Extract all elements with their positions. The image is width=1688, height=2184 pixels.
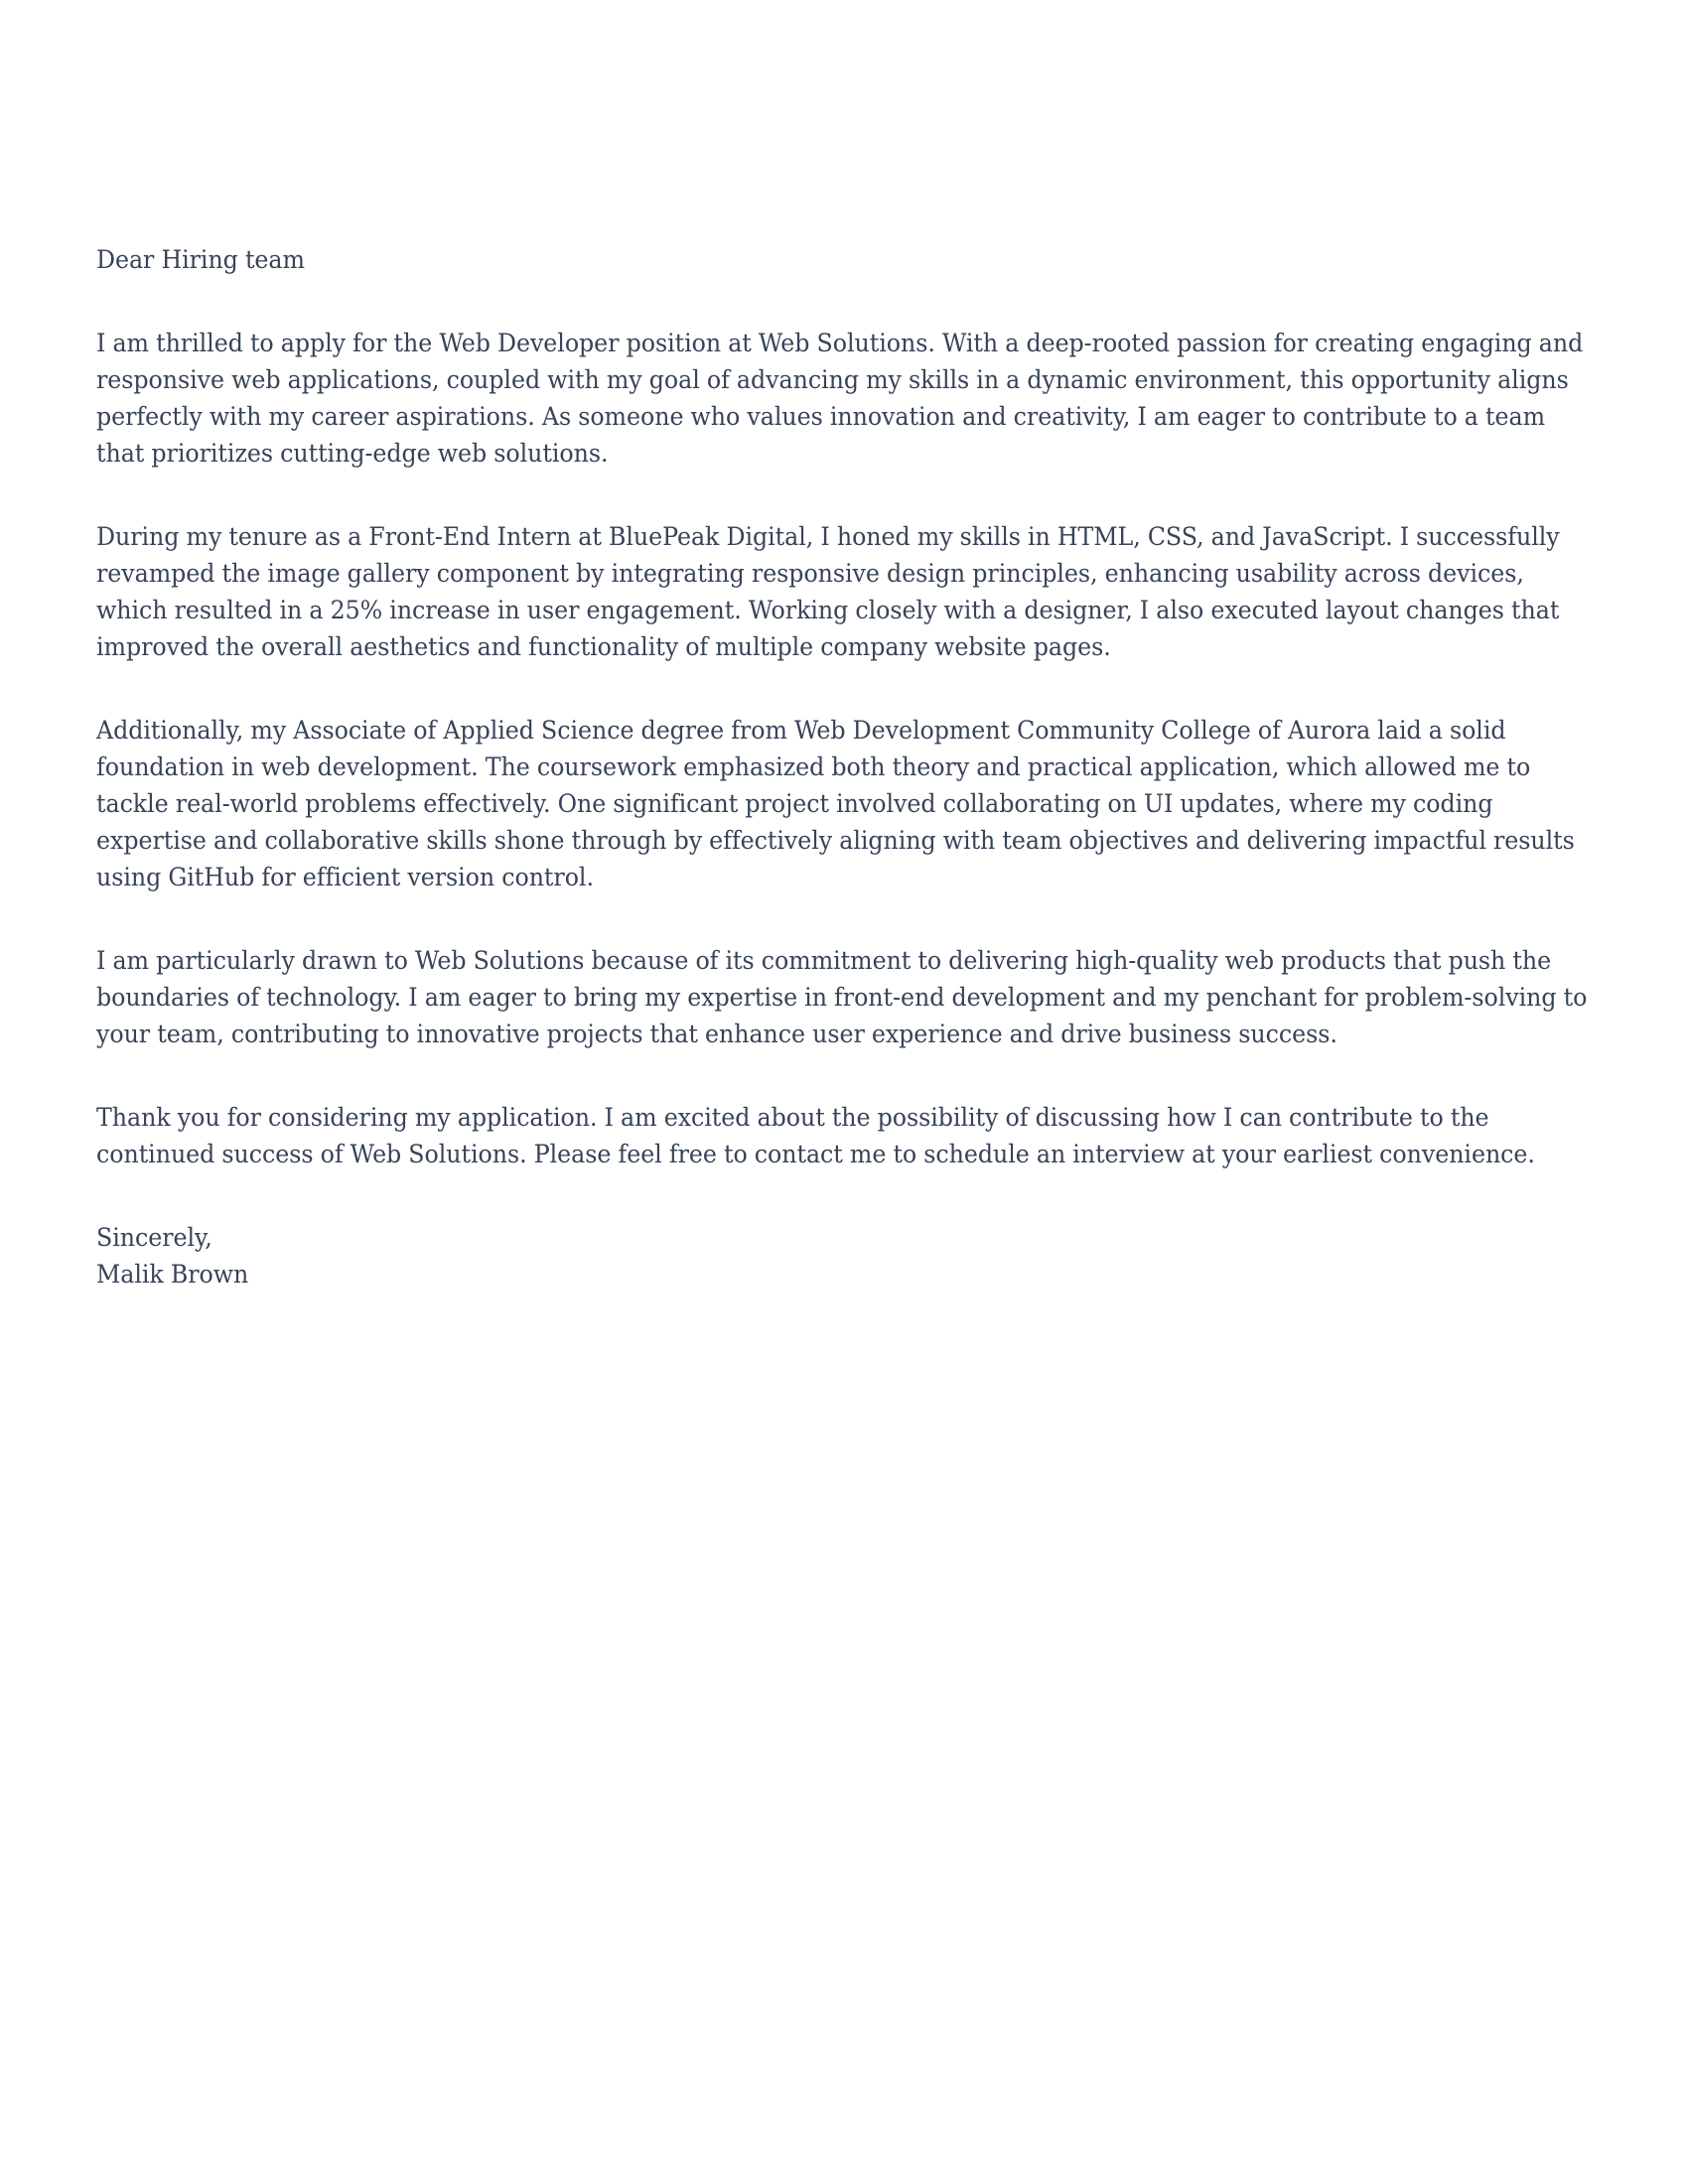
salutation: Dear Hiring team <box>96 245 305 275</box>
signature-name: Malik Brown <box>96 1260 249 1290</box>
paragraph-experience: During my tenure as a Front-End Intern at BluePeak Digital, I honed my skills in HTML, CSS, and JavaScript. I successfully revamped the image gallery component by integrating responsive design principles, enhancing usability across devices, which resulted in a 25% increase in user engagement. Working closely with a designer, I also executed layout changes that improved the overall aesthetics and functionality of multiple company website pages. <box>96 522 1560 662</box>
closing-line: Sincerely, <box>96 1223 212 1253</box>
signature-block <box>96 1220 1598 1294</box>
cover-letter-body <box>96 242 1598 1294</box>
paragraph-education: Additionally, my Associate of Applied Science degree from Web Development Community College of Aurora laid a solid foundation in web development. The coursework emphasized both theory and practical application, which allowed me to tackle real-world problems effectively. One significant project involved collaborating on UI updates, where my coding expertise and collaborative skills shone through by effectively aligning with team objectives and delivering impactful results using GitHub for efficient version control. <box>96 716 1575 892</box>
paragraph-closing-thanks: Thank you for considering my application. I am excited about the possibility of discussing how I can contribute to the continued success of Web Solutions. Please feel free to contact me to schedule an interview at your earliest convenience. <box>96 1103 1535 1169</box>
paragraph-intro: I am thrilled to apply for the Web Developer position at Web Solutions. With a deep-rooted passion for creating engaging and responsive web applications, coupled with my goal of advancing my skills in a dynamic environment, this opportunity aligns perfectly with my career aspirations. As someone who values innovation and creativity, I am eager to contribute to a team that prioritizes cutting-edge web solutions. <box>96 329 1584 469</box>
paragraph-motivation: I am particularly drawn to Web Solutions because of its commitment to delivering high-quality web products that push the boundaries of technology. I am eager to bring my expertise in front-end development and my penchant for problem-solving to your team, contributing to innovative projects that enhance user experience and drive business success. <box>96 946 1588 1049</box>
